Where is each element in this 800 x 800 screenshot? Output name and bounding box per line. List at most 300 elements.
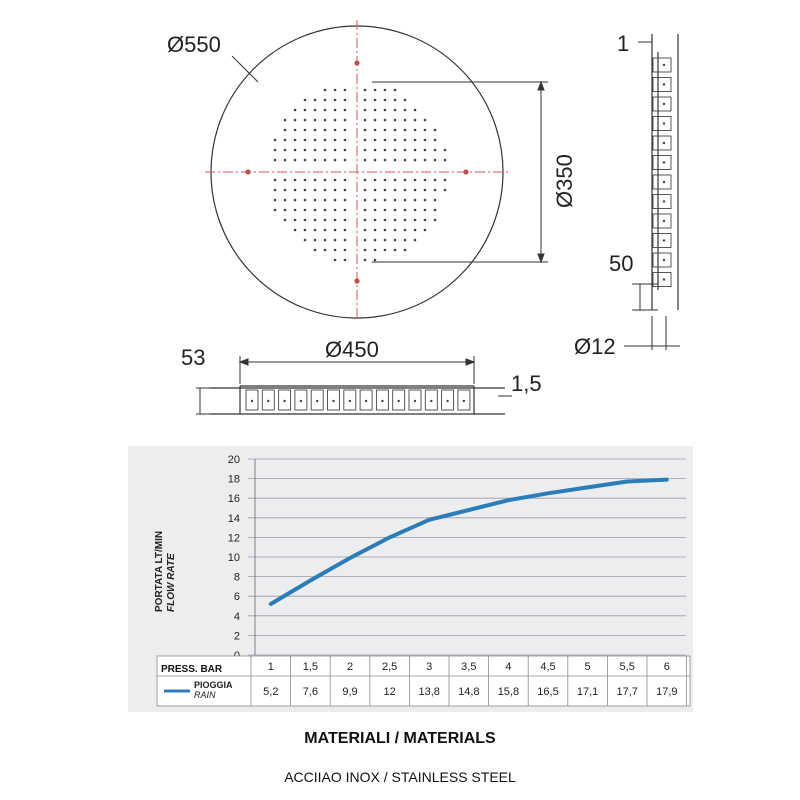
nozzle-dot: [424, 199, 427, 202]
nozzle-dot: [294, 179, 297, 182]
nozzle-dot: [404, 109, 407, 112]
materials-value: ACCIIAO INOX / STAINLESS STEEL: [284, 769, 516, 785]
nozzle-dot: [274, 189, 277, 192]
nozzle-dot: [384, 129, 387, 132]
y-tick-label: 20: [227, 454, 240, 466]
nozzle-dot: [414, 229, 417, 232]
front-nozzle-hole: [283, 400, 285, 402]
nozzle-dot: [414, 189, 417, 192]
nozzle-dot: [274, 199, 277, 202]
nozzle-dot: [334, 119, 337, 122]
nozzle-dot: [364, 139, 367, 142]
nozzle-dot: [384, 119, 387, 122]
nozzle-dot: [374, 239, 377, 242]
y-tick-label: 8: [233, 571, 240, 584]
nozzle-dot: [344, 109, 347, 112]
nozzle-dot: [284, 189, 287, 192]
data-value-label: 15,8: [497, 686, 520, 698]
nozzle-dot: [294, 229, 297, 232]
nozzle-dot: [314, 239, 317, 242]
nozzle-dot: [344, 119, 347, 122]
nozzle-dot: [314, 199, 317, 202]
x-tick-label: 2: [346, 661, 354, 673]
nozzle-dot: [274, 139, 277, 142]
front-nozzle-hole: [430, 400, 432, 402]
x-tick-label: 4: [505, 661, 512, 673]
nozzle-dot: [404, 119, 407, 122]
nozzle-dot: [374, 229, 377, 232]
nozzle-dot: [324, 149, 327, 152]
nozzle-dot: [384, 199, 387, 202]
y-tick-label: 16: [227, 493, 240, 506]
nozzle-dot: [374, 149, 377, 152]
nozzle-dot: [334, 129, 337, 132]
nozzle-dot: [334, 149, 337, 152]
side-nozzle-blocks: [653, 58, 671, 287]
nozzle-dot: [304, 159, 307, 162]
nozzle-dot: [324, 119, 327, 122]
front-nozzle-hole: [349, 400, 351, 402]
nozzle-dot: [304, 189, 307, 192]
nozzle-dot: [284, 179, 287, 182]
dim-bottom-label: Ø450: [325, 337, 379, 362]
nozzle-dot: [374, 99, 377, 102]
nozzle-dot: [304, 239, 307, 242]
nozzle-dot: [414, 119, 417, 122]
side-nozzle-hole: [663, 122, 665, 124]
nozzle-dot: [434, 149, 437, 152]
nozzle-dot: [364, 209, 367, 212]
x-tick-label: 3: [426, 661, 433, 673]
nozzle-dot: [294, 189, 297, 192]
nozzle-dot: [374, 129, 377, 132]
nozzle-dot: [404, 189, 407, 192]
nozzle-dot: [384, 249, 387, 252]
nozzle-dot: [424, 209, 427, 212]
nozzle-dot: [344, 149, 347, 152]
nozzle-dot: [284, 219, 287, 222]
nozzle-dot: [374, 139, 377, 142]
nozzle-dot: [334, 219, 337, 222]
front-nozzle-hole: [365, 400, 367, 402]
y-tick-label: 12: [227, 532, 240, 545]
side-nozzle-hole: [663, 239, 665, 241]
nozzle-dot: [334, 199, 337, 202]
nozzle-dot: [424, 119, 427, 122]
nozzle-dot: [334, 249, 337, 252]
nozzle-dot: [434, 139, 437, 142]
nozzle-dot: [284, 129, 287, 132]
dim-front-t-label: 1,5: [511, 371, 542, 396]
nozzle-dot: [424, 229, 427, 232]
nozzle-dot: [414, 239, 417, 242]
nozzle-dot: [344, 249, 347, 252]
side-nozzle-block: [653, 97, 671, 111]
nozzle-dot: [364, 229, 367, 232]
nozzle-dot: [404, 129, 407, 132]
nozzle-dot: [314, 129, 317, 132]
nozzle-dot: [304, 209, 307, 212]
nozzle-dot: [394, 209, 397, 212]
data-value-label: 9,9: [342, 686, 358, 698]
nozzle-dot: [304, 139, 307, 142]
nozzle-dot: [434, 179, 437, 182]
nozzle-dot: [384, 219, 387, 222]
side-nozzle-hole: [663, 103, 665, 105]
front-nozzle-hole: [332, 400, 334, 402]
nozzle-dot: [304, 109, 307, 112]
nozzle-dot: [374, 179, 377, 182]
front-nozzle-hole: [267, 400, 269, 402]
nozzle-dot: [374, 189, 377, 192]
nozzle-dot: [364, 89, 367, 92]
nozzle-dot: [314, 249, 317, 252]
nozzle-dot: [434, 199, 437, 202]
x-tick-label: 5: [584, 661, 591, 673]
nozzle-dot: [294, 199, 297, 202]
nozzle-dot: [384, 159, 387, 162]
nozzle-dot: [334, 259, 337, 262]
nozzle-dot: [424, 139, 427, 142]
front-nozzle-hole: [398, 400, 400, 402]
nozzle-dot: [344, 159, 347, 162]
nozzle-dot: [334, 229, 337, 232]
dim-thick-label: 1: [617, 31, 630, 56]
nozzle-dot: [434, 129, 437, 132]
nozzle-dot: [394, 119, 397, 122]
nozzle-dot: [394, 219, 397, 222]
y-tick-label: 14: [227, 512, 240, 525]
nozzle-dot: [374, 159, 377, 162]
side-nozzle-hole: [663, 259, 665, 261]
nozzle-dot: [404, 199, 407, 202]
materials-title: MATERIALI / MATERIALS: [304, 730, 496, 747]
nozzle-dot: [294, 159, 297, 162]
nozzle-dot: [324, 99, 327, 102]
nozzle-dot: [334, 109, 337, 112]
nozzle-dot: [284, 209, 287, 212]
nozzle-dot: [434, 219, 437, 222]
nozzle-dot: [364, 199, 367, 202]
nozzle-dot: [334, 239, 337, 242]
nozzle-dot: [324, 179, 327, 182]
nozzle-dot: [384, 109, 387, 112]
nozzle-dot: [414, 179, 417, 182]
nozzle-dot: [414, 199, 417, 202]
nozzle-dot: [324, 89, 327, 92]
nozzle-dot: [334, 159, 337, 162]
nozzle-dot: [384, 139, 387, 142]
nozzle-dot: [404, 219, 407, 222]
nozzle-dot: [314, 189, 317, 192]
side-nozzle-block: [653, 234, 671, 248]
nozzle-dot: [324, 139, 327, 142]
nozzle-dot: [304, 129, 307, 132]
nozzle-dot: [324, 249, 327, 252]
front-nozzle-hole: [463, 400, 465, 402]
nozzle-dot: [414, 139, 417, 142]
nozzle-dot: [314, 179, 317, 182]
nozzle-dot: [394, 159, 397, 162]
nozzle-dot: [364, 249, 367, 252]
front-nozzle-hole: [446, 400, 448, 402]
nozzle-dot: [304, 229, 307, 232]
data-value-label: 17,7: [616, 686, 638, 698]
nozzle-dot: [364, 159, 367, 162]
table-frame: [157, 656, 690, 706]
y-tick-label: 6: [233, 591, 240, 604]
nozzle-dot: [394, 189, 397, 192]
side-nozzle-hole: [663, 142, 665, 144]
nozzle-dot: [364, 189, 367, 192]
nozzle-dot: [444, 149, 447, 152]
x-tick-label: 2,5: [381, 661, 398, 673]
nozzle-dot: [344, 209, 347, 212]
nozzle-dot: [314, 229, 317, 232]
front-nozzle-blocks: [246, 390, 470, 410]
nozzle-dot: [334, 189, 337, 192]
nozzle-dot: [344, 129, 347, 132]
nozzle-dot: [414, 129, 417, 132]
y-tick-label: 2: [233, 630, 240, 643]
nozzle-dot: [274, 179, 277, 182]
nozzle-dot: [314, 99, 317, 102]
nozzle-dot: [364, 239, 367, 242]
nozzle-dot: [394, 199, 397, 202]
nozzle-dot: [394, 109, 397, 112]
nozzle-dot: [314, 219, 317, 222]
nozzle-dots: [274, 89, 447, 262]
nozzle-dot: [324, 229, 327, 232]
side-view: [652, 34, 678, 310]
nozzle-dot: [424, 179, 427, 182]
nozzle-dot: [284, 199, 287, 202]
nozzle-dot: [274, 209, 277, 212]
nozzle-dot: [404, 239, 407, 242]
nozzle-dot: [344, 239, 347, 242]
side-nozzle-block: [653, 253, 671, 267]
nozzle-dot: [404, 139, 407, 142]
table-row2-label: PIOGGIA: [194, 680, 233, 690]
data-value-label: 17,9: [656, 686, 678, 698]
nozzle-dot: [344, 259, 347, 262]
front-nozzle-hole: [316, 400, 318, 402]
y-tick-label: 18: [227, 473, 240, 486]
nozzle-dot: [334, 209, 337, 212]
side-nozzle-hole: [663, 83, 665, 85]
nozzle-dot: [374, 259, 377, 262]
chart-data-table: [157, 656, 690, 706]
nozzle-dot: [364, 149, 367, 152]
dim-side-d-label: Ø12: [574, 334, 616, 359]
nozzle-dot: [284, 139, 287, 142]
side-nozzle-block: [653, 78, 671, 92]
nozzle-dot: [304, 199, 307, 202]
nozzle-dot: [274, 149, 277, 152]
nozzle-dot: [284, 119, 287, 122]
nozzle-dot: [304, 99, 307, 102]
nozzle-dot: [314, 109, 317, 112]
nozzle-dot: [394, 249, 397, 252]
side-nozzle-block: [653, 214, 671, 228]
nozzle-dot: [334, 179, 337, 182]
nozzle-dot: [374, 89, 377, 92]
front-dims: [196, 356, 512, 414]
nozzle-dot: [334, 89, 337, 92]
nozzle-dot: [394, 99, 397, 102]
nozzle-dot: [324, 159, 327, 162]
nozzle-dot: [324, 189, 327, 192]
nozzle-dot: [274, 159, 277, 162]
nozzle-dot: [384, 149, 387, 152]
front-nozzle-hole: [381, 400, 383, 402]
y-tick-label: 10: [227, 552, 240, 564]
data-value-label: 16,5: [537, 686, 559, 698]
nozzle-dot: [404, 209, 407, 212]
side-nozzle-block: [653, 58, 671, 72]
data-value-label: 14,8: [458, 686, 480, 698]
x-tick-label: 4,5: [540, 661, 556, 673]
nozzle-dot: [304, 179, 307, 182]
nozzle-dot: [284, 159, 287, 162]
nozzle-dot: [374, 199, 377, 202]
chart-ylabel2: FLOW RATE: [166, 553, 177, 612]
data-value-label: 17,1: [576, 686, 599, 698]
nozzle-dot: [324, 209, 327, 212]
nozzle-dot: [294, 139, 297, 142]
nozzle-dot: [364, 119, 367, 122]
nozzle-dot: [394, 139, 397, 142]
x-tick-label: 5,5: [619, 661, 635, 673]
nozzle-dot: [394, 179, 397, 182]
side-nozzle-block: [653, 195, 671, 209]
nozzle-dot: [394, 89, 397, 92]
nozzle-dot: [424, 159, 427, 162]
nozzle-dot: [374, 249, 377, 252]
nozzle-dot: [374, 209, 377, 212]
nozzle-dot: [404, 99, 407, 102]
dim-side-h-label: 50: [609, 251, 634, 276]
nozzle-dot: [364, 99, 367, 102]
nozzle-dot: [434, 209, 437, 212]
nozzle-dot: [324, 219, 327, 222]
nozzle-dot: [404, 179, 407, 182]
nozzle-dot: [374, 119, 377, 122]
nozzle-dot: [364, 259, 367, 262]
data-value-label: 5,2: [263, 686, 279, 698]
x-tick-label: 1: [267, 661, 274, 673]
nozzle-dot: [314, 139, 317, 142]
nozzle-dot: [324, 129, 327, 132]
nozzle-dot: [344, 189, 347, 192]
side-nozzle-hole: [663, 64, 665, 66]
nozzle-dot: [314, 149, 317, 152]
x-tick-label: 3,5: [461, 661, 477, 673]
nozzle-dot: [414, 219, 417, 222]
side-nozzle-block: [653, 175, 671, 189]
nozzle-dot: [424, 219, 427, 222]
nozzle-dot: [294, 109, 297, 112]
nozzle-dot: [364, 219, 367, 222]
nozzle-dot: [424, 189, 427, 192]
nozzle-dot: [384, 209, 387, 212]
nozzle-dot: [284, 149, 287, 152]
nozzle-dot: [324, 199, 327, 202]
side-nozzle-block: [653, 156, 671, 170]
nozzle-dot: [294, 129, 297, 132]
nozzle-dot: [414, 209, 417, 212]
data-value-label: 7,6: [302, 686, 319, 698]
nozzle-dot: [364, 109, 367, 112]
nozzle-dot: [314, 119, 317, 122]
nozzle-dot: [394, 129, 397, 132]
x-tick-label: 1,5: [302, 661, 319, 673]
nozzle-dot: [364, 129, 367, 132]
nozzle-dot: [404, 159, 407, 162]
nozzle-dot: [384, 229, 387, 232]
data-value-label: 13,8: [418, 686, 440, 698]
nozzle-dot: [384, 239, 387, 242]
nozzle-dot: [344, 229, 347, 232]
nozzle-dot: [304, 219, 307, 222]
nozzle-dot: [314, 209, 317, 212]
front-nozzle-hole: [300, 400, 302, 402]
nozzle-dot: [364, 179, 367, 182]
nozzle-dot: [294, 119, 297, 122]
nozzle-dot: [414, 149, 417, 152]
nozzle-dot: [294, 209, 297, 212]
nozzle-dot: [344, 139, 347, 142]
nozzle-dot: [444, 179, 447, 182]
y-tick-label: 4: [233, 610, 240, 623]
nozzle-dot: [374, 109, 377, 112]
side-nozzle-hole: [663, 278, 665, 280]
dim-outer-label: Ø550: [167, 32, 221, 57]
nozzle-dot: [314, 159, 317, 162]
nozzle-dot: [434, 189, 437, 192]
front-nozzle-hole: [251, 400, 253, 402]
nozzle-dot: [394, 239, 397, 242]
side-nozzle-block: [653, 136, 671, 150]
nozzle-dot: [394, 149, 397, 152]
nozzle-dot: [344, 179, 347, 182]
nozzle-dot: [304, 119, 307, 122]
nozzle-dot: [334, 139, 337, 142]
nozzle-dot: [344, 99, 347, 102]
nozzle-dot: [384, 99, 387, 102]
nozzle-dot: [324, 239, 327, 242]
nozzle-dot: [344, 219, 347, 222]
chart-ylabel: PORTATA LT/MIN: [154, 530, 165, 612]
nozzle-dot: [384, 189, 387, 192]
nozzle-dot: [344, 89, 347, 92]
table-row1-label: PRESS. BAR: [161, 664, 223, 675]
dim-spray-label: Ø350: [552, 154, 577, 208]
side-nozzle-hole: [663, 161, 665, 163]
side-nozzle-hole: [663, 200, 665, 202]
nozzle-dot: [294, 149, 297, 152]
nozzle-dot: [384, 89, 387, 92]
nozzle-dot: [304, 149, 307, 152]
nozzle-dot: [374, 219, 377, 222]
front-nozzle-hole: [414, 400, 416, 402]
nozzle-dot: [424, 149, 427, 152]
table-row2-label2: RAIN: [194, 690, 216, 700]
nozzle-dot: [434, 159, 437, 162]
nozzle-dot: [444, 189, 447, 192]
nozzle-dot: [334, 99, 337, 102]
nozzle-dot: [324, 109, 327, 112]
